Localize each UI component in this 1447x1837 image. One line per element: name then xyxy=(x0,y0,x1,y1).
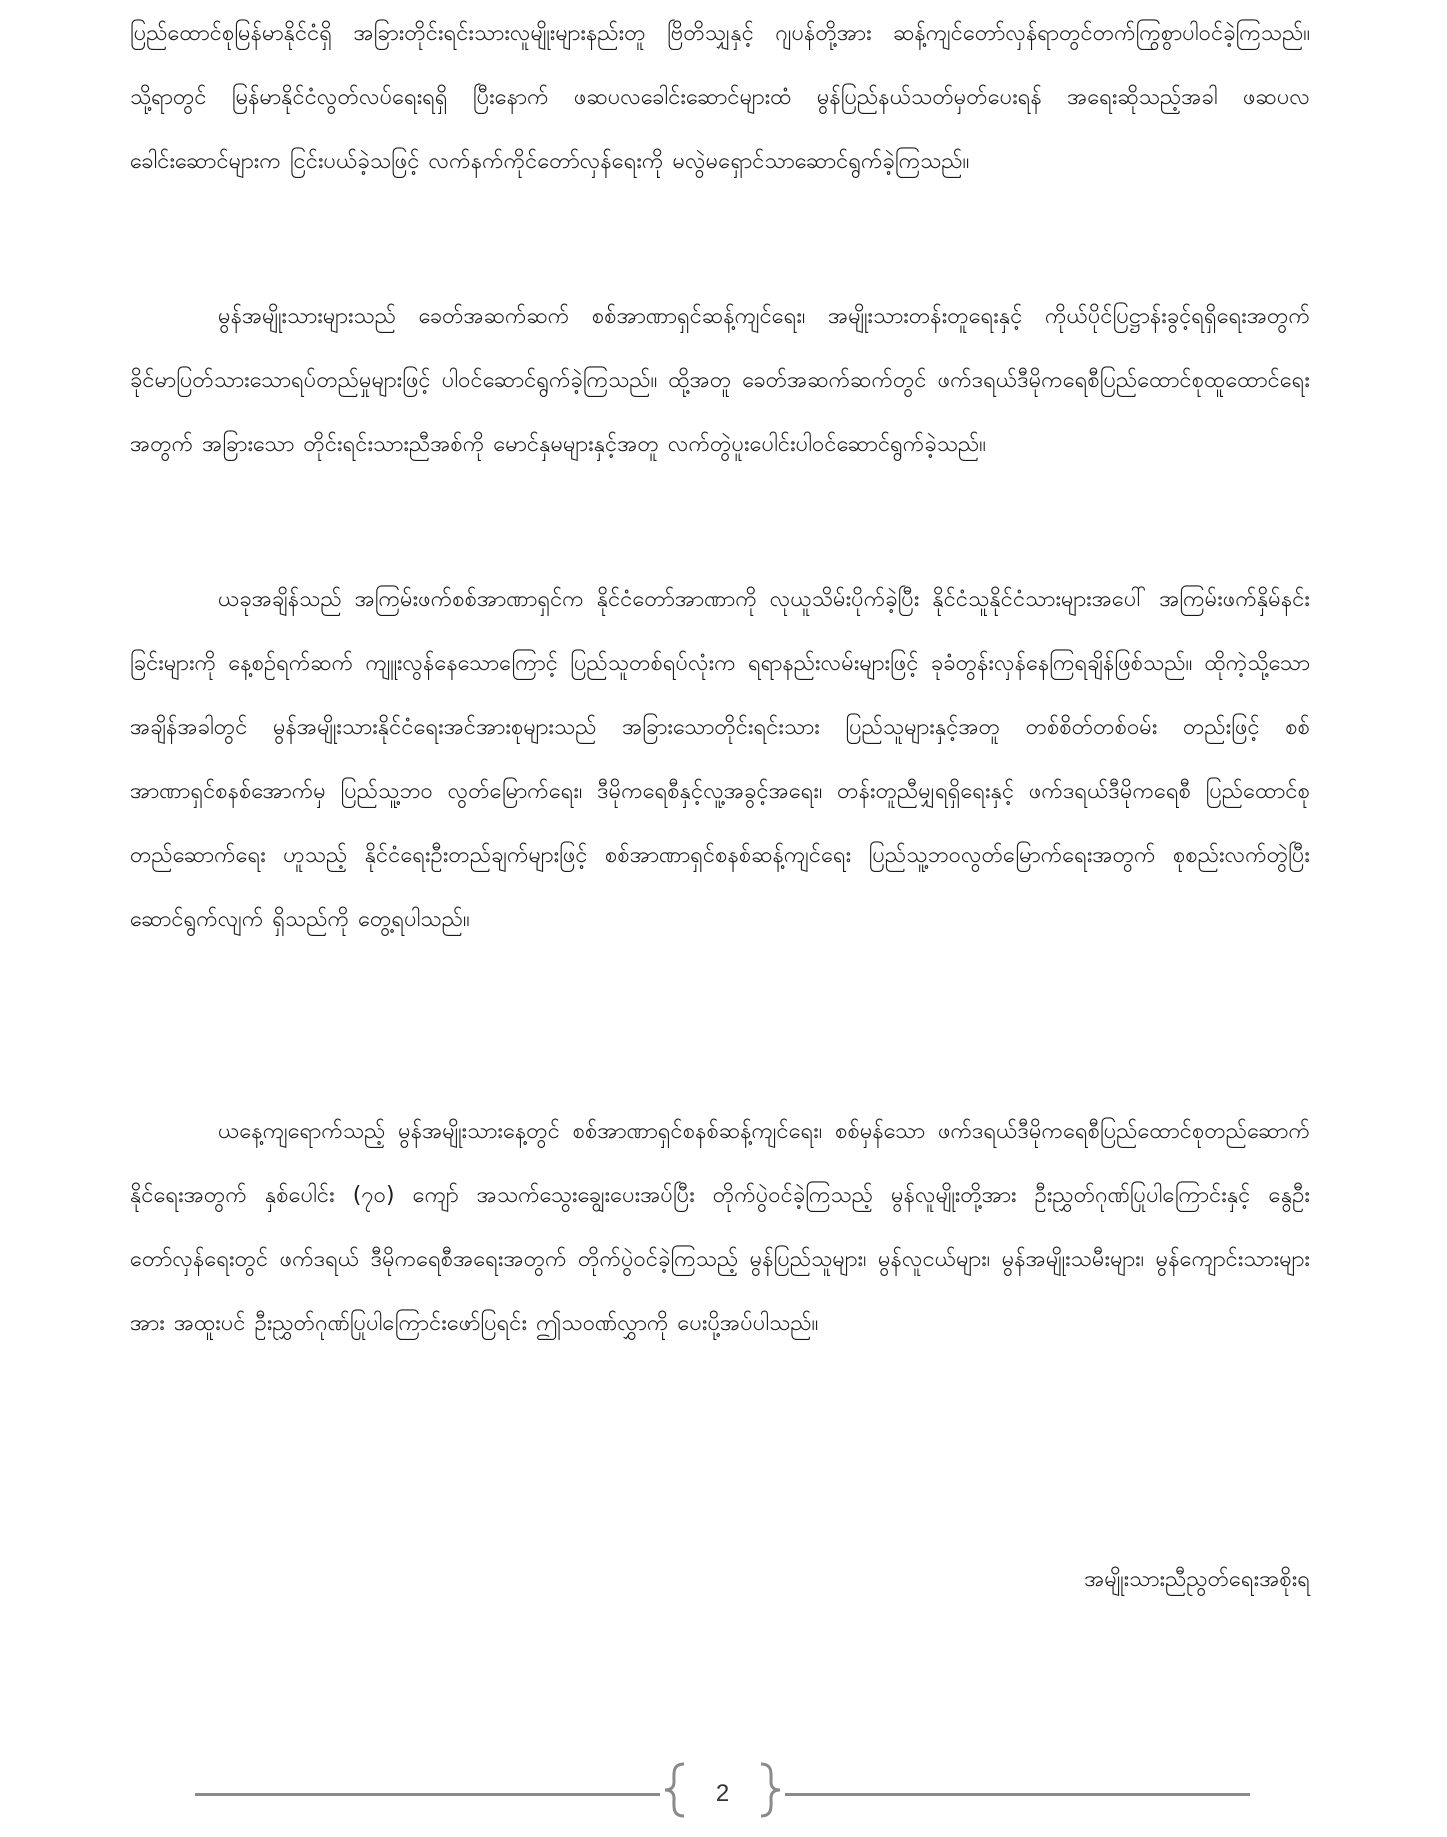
right-brace-icon xyxy=(755,1760,785,1820)
paragraph-2: မွန်အမျိုးသားများသည် ခေတ်အဆက်ဆက် စစ်အာဏာရှင်ဆန့်ကျင်ရေး၊ အမျိုးသားတန်းတူရေးနှင့် ကိုယ်ပိုင်ပြဋ္ဌာန်းခွင့်ရရှိရေးအတွက် ခိုင်မာပြတ်သားသောရပ်တည်မှုများဖြင့် ပါဝင်ဆောင်ရွက်ခဲ့ကြသည်။ ထို့အတူ ခေတ်အဆက်ဆက်တွင် ဖက်ဒရယ်ဒီမိုကရေစီပြည်ထောင်စုထူထောင်ရေးအတွက် အခြားသော တိုင်းရင်းသားညီအစ်ကို မောင်နှမများနှင့်အတူ လက်တွဲပူးပေါင်းပါဝင်ဆောင်ရွက်ခဲ့သည်။ xyxy=(130,304,1310,457)
left-brace-icon xyxy=(660,1760,690,1820)
paragraph-3: ယခုအချိန်သည် အကြမ်းဖက်စစ်အာဏာရှင်က နိုင်ငံတော်အာဏာကို လုယူသိမ်းပိုက်ခဲ့ပြီး နိုင်ငံသူနိုင်ငံသားများအပေါ် အကြမ်းဖက်နှိမ်နင်းခြင်းများကို နေ့စဉ်ရက်ဆက် ကျူးလွန်နေသောကြောင့် ပြည်သူတစ်ရပ်လုံးက ရရာနည်းလမ်းများဖြင့် ခုခံတွန်းလှန်နေကြရချိန်ဖြစ်သည်။ ထိုကဲ့သို့သောအချိန်အခါတွင် မွန်အမျိုးသားနိုင်ငံရေးအင်အားစုများသည် အခြားသောတိုင်းရင်းသား ပြည်သူများနှင့်အတူ တစ်စိတ်တစ်ဝမ်း တည်းဖြင့် စစ်အာဏာရှင်စနစ်အောက်မှ ပြည်သူ့ဘဝ လွတ်မြောက်ရေး၊ ဒီမိုကရေစီနှင့်လူ့အခွင့်အရေး၊ တန်းတူညီမျှရရှိရေးနှင့် ဖက်ဒရယ်ဒီမိုကရေစီ ပြည်ထောင်စု တည်ဆောက်ရေး ဟူသည့် နိုင်ငံရေးဦးတည်ချက်များဖြင့် စစ်အာဏာရှင်စနစ်ဆန့်ကျင်ရေး ပြည်သူ့ဘဝလွတ်မြောက်ရေးအတွက် စုစည်းလက်တွဲပြီး ဆောင်ရွက်လျက် ရှိသည်ကို တွေ့ရပါသည်။ xyxy=(130,587,1310,932)
page-number: 2 xyxy=(715,1780,730,1807)
footer-rule-left xyxy=(195,1793,660,1796)
paragraph-1: ပြည်ထောင်စုမြန်မာနိုင်ငံရှိ အခြားတိုင်းရင်းသားလူမျိုးများနည်းတူ ဗြိတိသျှနှင့် ဂျပန်တို့အား ဆန့်ကျင်တော်လှန်ရာတွင်တက်ကြွစွာပါဝင်ခဲ့ကြသည်။ သို့ရာတွင် မြန်မာနိုင်ငံလွတ်လပ်ရေးရရှိ ပြီးနောက် ဖဆပလခေါင်းဆောင်များထံ မွန်ပြည်နယ်သတ်မှတ်ပေးရန် အရေးဆိုသည့်အခါ ဖဆပလ ခေါင်းဆောင်များက ငြင်းပယ်ခဲ့သဖြင့် လက်နက်ကိုင်တော်လှန်ရေးကို မလွဲမရှောင်သာဆောင်ရွက်ခဲ့ကြသည်။ xyxy=(130,21,1310,174)
footer-rule-right xyxy=(785,1793,1250,1796)
page-footer xyxy=(195,1760,1250,1820)
paragraph-4: ယနေ့ကျရောက်သည့် မွန်အမျိုးသားနေ့တွင် စစ်အာဏာရှင်စနစ်ဆန့်ကျင်ရေး၊ စစ်မှန်သော ဖက်ဒရယ်ဒီမိုကရေစီပြည်ထောင်စုတည်ဆောက်နိုင်ရေးအတွက် နှစ်ပေါင်း (၇၀) ကျော် အသက်သွေးချွေးပေးအပ်ပြီး တိုက်ပွဲဝင်ခဲ့ကြသည့် မွန်လူမျိုးတို့အား ဦးညွှတ်ဂုဏ်ပြုပါကြောင်းနှင့် နွေဦးတော်လှန်ရေးတွင် ဖက်ဒရယ် ဒီမိုကရေစီအရေးအတွက် တိုက်ပွဲဝင်ခဲ့ကြသည့် မွန်ပြည်သူများ၊ မွန်လူငယ်များ၊ မွန်အမျိုးသမီးများ၊ မွန်ကျောင်းသားများအား အထူးပင် ဦးညွှတ်ဂုဏ်ပြုပါကြောင်းဖော်ပြရင်း ဤသဝဏ်လွှာကို ပေးပို့အပ်ပါသည်။ xyxy=(130,1119,1310,1336)
signature-line: အမျိုးသားညီညွတ်ရေးအစိုးရ xyxy=(1084,1567,1310,1592)
document-page xyxy=(130,0,1310,1837)
